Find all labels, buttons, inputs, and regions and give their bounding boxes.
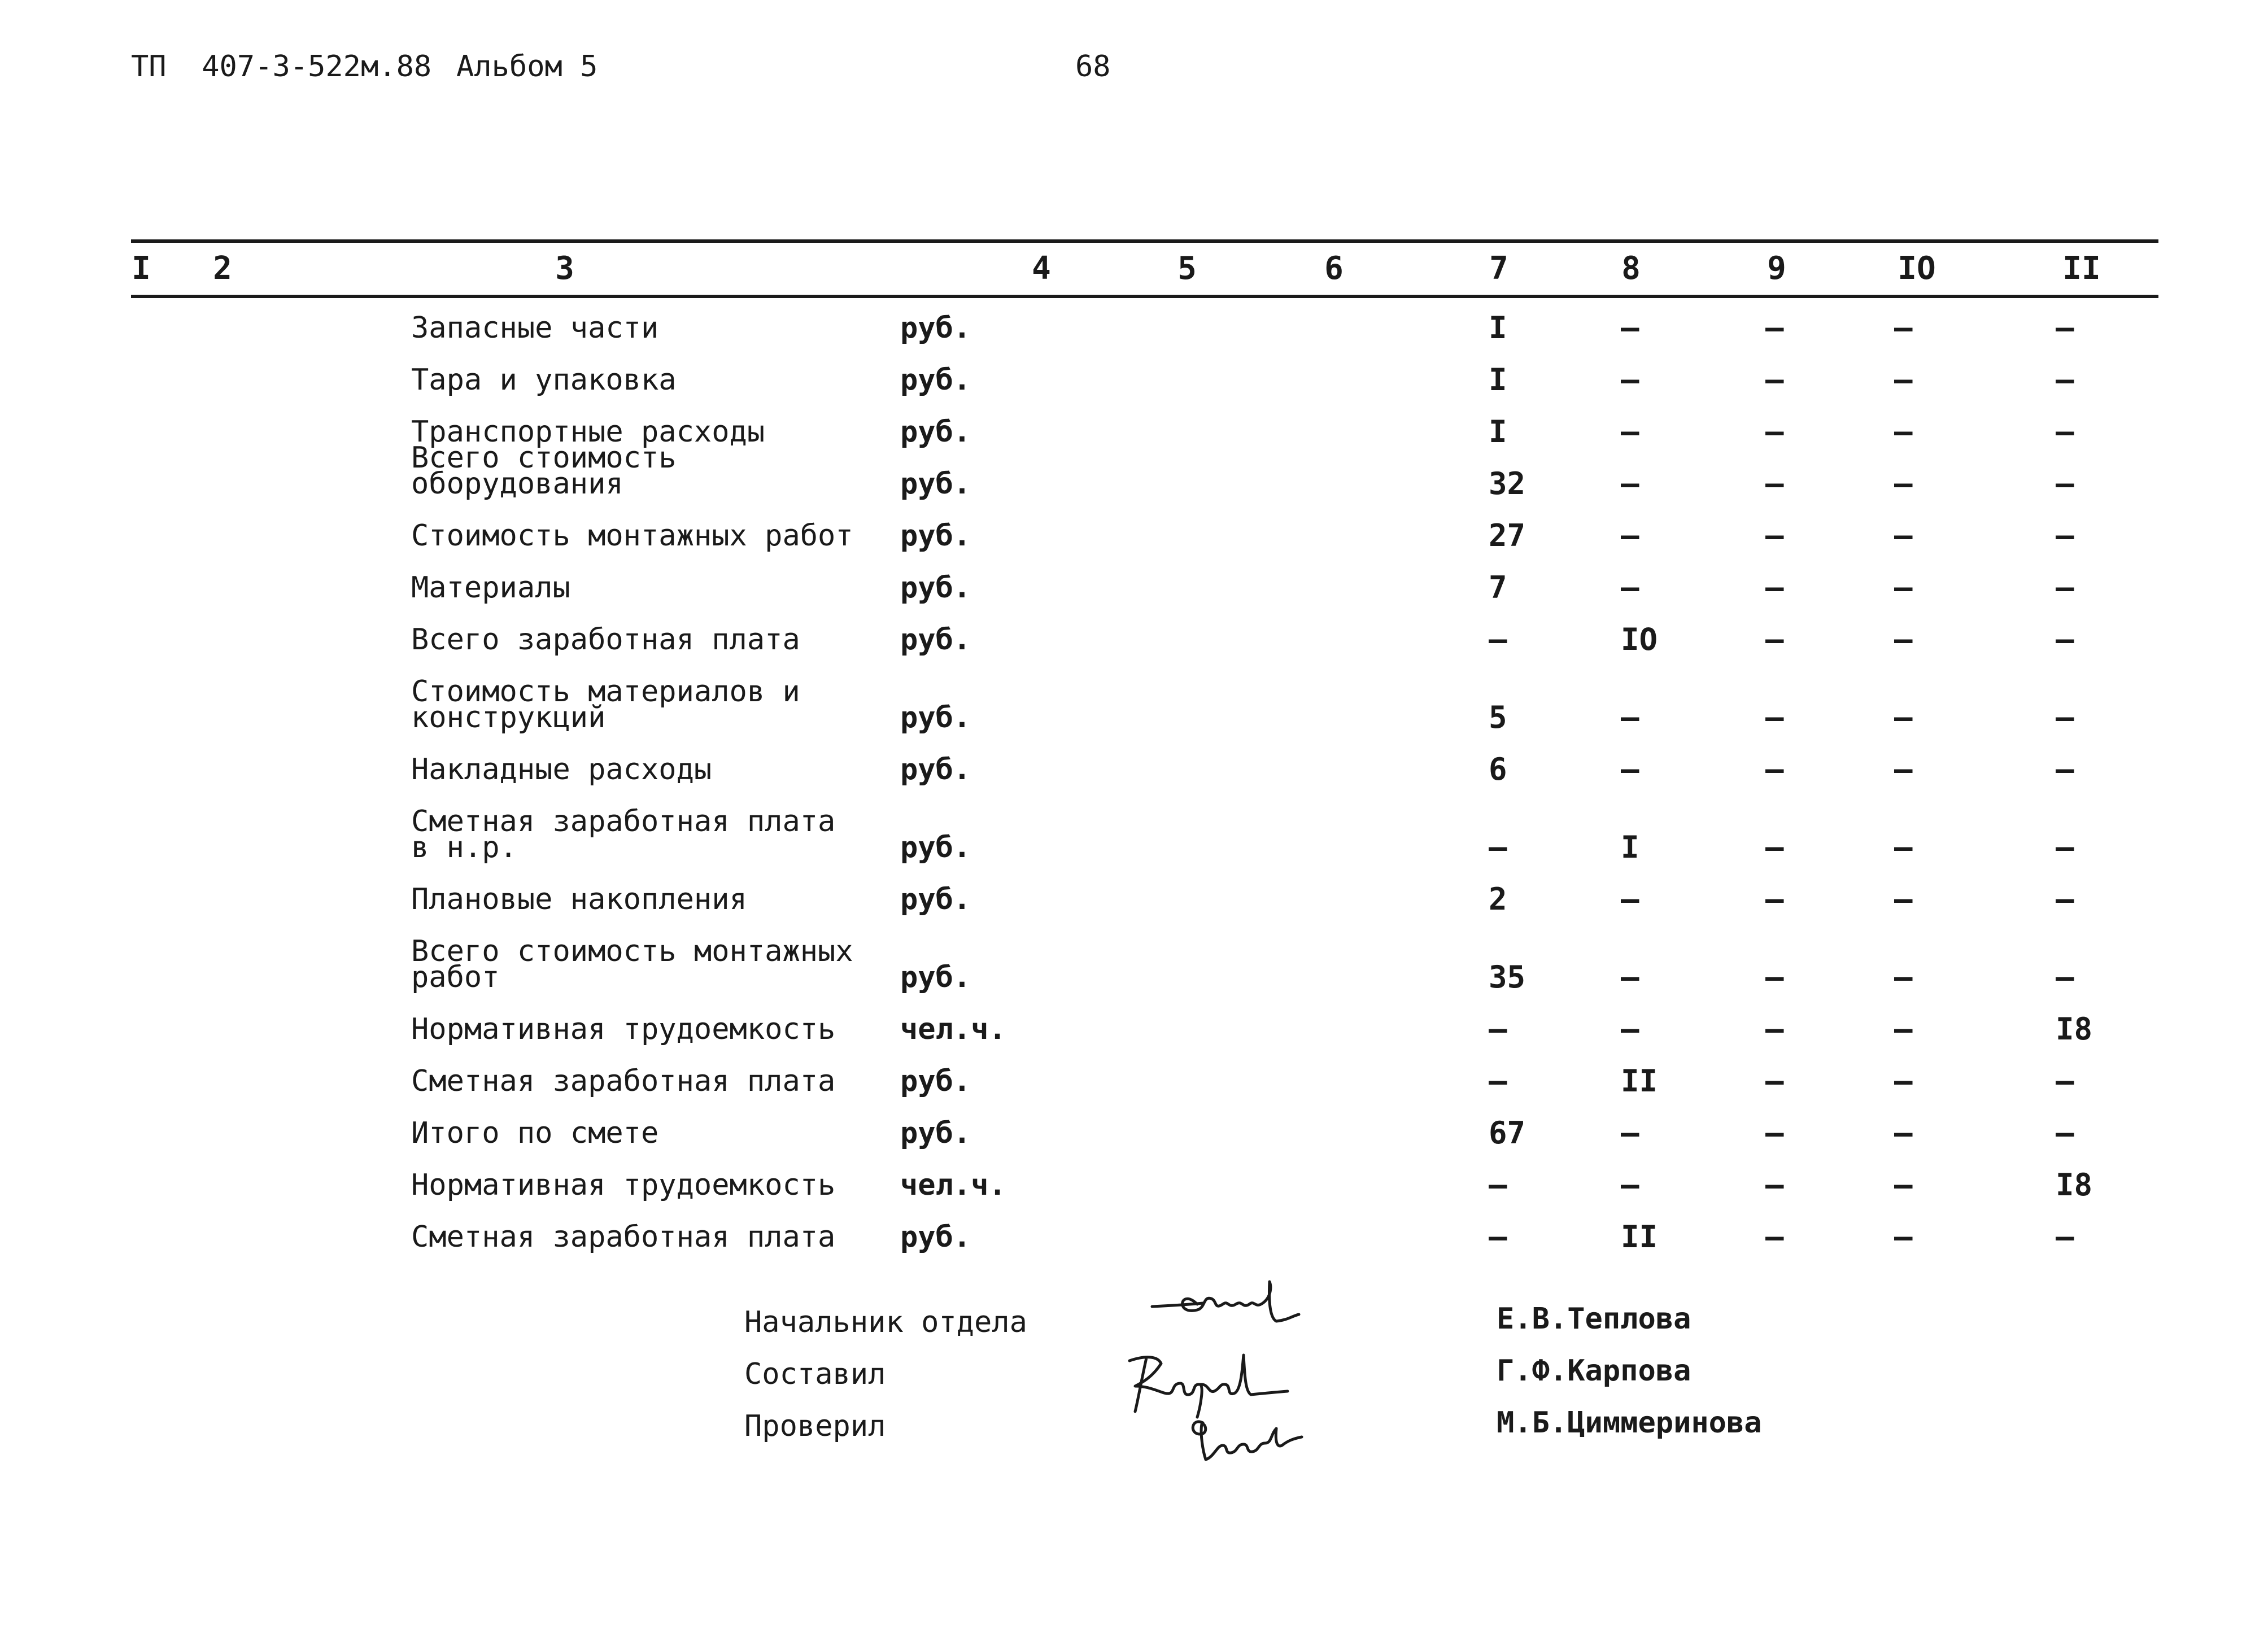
- row-item-name: Сметная заработная плата: [411, 1220, 836, 1254]
- cell-col-11: –: [2056, 518, 2074, 553]
- table-row: [0, 805, 2268, 865]
- table-row: [0, 1011, 2268, 1047]
- cell-col-8: IO: [1621, 622, 1658, 657]
- row-unit: руб.: [900, 623, 971, 657]
- cell-col-11: I8: [2056, 1167, 2093, 1203]
- signoff-role: Составил: [744, 1357, 886, 1391]
- cell-col-9: –: [1765, 700, 1784, 735]
- cell-col-8: –: [1621, 414, 1639, 449]
- column-number: 9: [1767, 250, 1786, 287]
- row-item-name: Запасные части: [411, 311, 659, 345]
- row-unit: руб.: [900, 363, 971, 397]
- page-number: 68: [1075, 50, 1111, 84]
- cell-col-7: 5: [1489, 700, 1507, 735]
- cell-col-9: –: [1765, 362, 1784, 397]
- cell-col-11: I8: [2056, 1011, 2093, 1047]
- cell-col-9: –: [1765, 310, 1784, 346]
- row-item-name: Материалы: [411, 571, 570, 605]
- table-row: [0, 752, 2268, 787]
- cell-col-10: –: [1894, 622, 1913, 657]
- handwritten-signatures: [1107, 1265, 1367, 1468]
- row-item-name: Стоимость материалов и конструкций: [411, 675, 800, 735]
- row-item-name: Итого по смете: [411, 1116, 659, 1150]
- cell-col-7: I: [1489, 310, 1507, 346]
- column-number: 8: [1621, 250, 1641, 287]
- cell-col-10: –: [1894, 700, 1913, 735]
- cell-col-9: –: [1765, 1115, 1784, 1151]
- cell-col-10: –: [1894, 1167, 1913, 1203]
- row-unit: руб.: [900, 415, 971, 449]
- cell-col-10: –: [1894, 414, 1913, 449]
- cell-col-9: –: [1765, 959, 1784, 995]
- album-label: Альбом 5: [456, 50, 598, 84]
- cell-col-9: –: [1765, 518, 1784, 553]
- row-item-name: Тара и упаковка: [411, 363, 677, 397]
- cell-col-7: –: [1489, 829, 1507, 865]
- column-header-rule: [131, 295, 2158, 298]
- signature-head-of-department: [1152, 1282, 1299, 1321]
- cell-col-10: –: [1894, 362, 1913, 397]
- row-unit: чел.ч.: [900, 1168, 1006, 1202]
- column-number: 7: [1489, 250, 1508, 287]
- table-top-rule: [131, 239, 2158, 243]
- column-number: 6: [1324, 250, 1344, 287]
- cell-col-9: –: [1765, 1219, 1784, 1255]
- cell-col-11: –: [2056, 829, 2074, 865]
- table-row: [0, 622, 2268, 657]
- cell-col-7: –: [1489, 1167, 1507, 1203]
- table-row: [0, 1063, 2268, 1099]
- cell-col-8: I: [1621, 829, 1639, 865]
- table-row: [0, 414, 2268, 449]
- row-item-name: Транспортные расходы: [411, 415, 765, 449]
- cell-col-10: –: [1894, 466, 1913, 501]
- document-code: ТП 407-3-522м.88: [131, 50, 432, 84]
- column-number: II: [2062, 250, 2101, 287]
- row-unit: руб.: [900, 519, 971, 553]
- cell-col-8: II: [1621, 1219, 1658, 1255]
- cell-col-7: 32: [1489, 466, 1526, 501]
- cell-col-10: –: [1894, 829, 1913, 865]
- cell-col-8: –: [1621, 310, 1639, 346]
- cell-col-11: –: [2056, 622, 2074, 657]
- row-unit: руб.: [900, 753, 971, 787]
- cell-col-11: –: [2056, 752, 2074, 787]
- cell-col-7: 7: [1489, 570, 1507, 605]
- row-unit: руб.: [900, 1116, 971, 1150]
- signature-compiled-by: [1129, 1355, 1288, 1417]
- cell-col-10: –: [1894, 1219, 1913, 1255]
- cell-col-7: 35: [1489, 959, 1526, 995]
- signoff-name: Е.В.Теплова: [1497, 1302, 1691, 1336]
- row-unit: руб.: [900, 882, 971, 916]
- cell-col-9: –: [1765, 1167, 1784, 1203]
- cell-col-7: I: [1489, 414, 1507, 449]
- cell-col-11: –: [2056, 1219, 2074, 1255]
- cell-col-10: –: [1894, 1011, 1913, 1047]
- cell-col-11: –: [2056, 1063, 2074, 1099]
- row-item-name: Нормативная трудоемкость: [411, 1012, 836, 1046]
- cell-col-9: –: [1765, 414, 1784, 449]
- row-item-name: Всего стоимость монтажных работ: [411, 934, 853, 994]
- table-row: [0, 934, 2268, 995]
- row-item-name: Сметная заработная плата: [411, 1064, 836, 1098]
- cell-col-11: –: [2056, 362, 2074, 397]
- cell-col-7: I: [1489, 362, 1507, 397]
- cell-col-8: –: [1621, 1167, 1639, 1203]
- cell-col-7: –: [1489, 622, 1507, 657]
- cell-col-10: –: [1894, 310, 1913, 346]
- cell-col-8: –: [1621, 700, 1639, 735]
- cell-col-8: –: [1621, 570, 1639, 605]
- row-item-name: Всего заработная плата: [411, 623, 800, 657]
- signoff-name: М.Б.Циммеринова: [1497, 1406, 1762, 1440]
- table-row: [0, 362, 2268, 397]
- table-row: [0, 518, 2268, 553]
- signoff-role: Начальник отдела: [744, 1305, 1027, 1339]
- row-unit: чел.ч.: [900, 1012, 1006, 1046]
- row-unit: руб.: [900, 1064, 971, 1098]
- signature-checked-by: [1193, 1422, 1302, 1460]
- cell-col-11: –: [2056, 1115, 2074, 1151]
- cell-col-10: –: [1894, 752, 1913, 787]
- cell-col-9: –: [1765, 570, 1784, 605]
- cell-col-8: II: [1621, 1063, 1658, 1099]
- row-unit: руб.: [900, 571, 971, 605]
- column-number: 4: [1032, 250, 1051, 287]
- cell-col-11: –: [2056, 700, 2074, 735]
- cell-col-9: –: [1765, 1011, 1784, 1047]
- cell-col-11: –: [2056, 570, 2074, 605]
- row-unit: руб.: [900, 701, 971, 735]
- table-row: [0, 675, 2268, 735]
- row-item-name: Всего стоимость оборудования: [411, 441, 677, 501]
- cell-col-9: –: [1765, 881, 1784, 917]
- cell-col-8: –: [1621, 518, 1639, 553]
- cell-col-10: –: [1894, 959, 1913, 995]
- table-row: [0, 310, 2268, 346]
- column-number: 5: [1177, 250, 1197, 287]
- row-item-name: Стоимость монтажных работ: [411, 519, 853, 553]
- table-row: [0, 570, 2268, 605]
- cell-col-9: –: [1765, 1063, 1784, 1099]
- column-number: IO: [1898, 250, 1936, 287]
- table-row: [0, 441, 2268, 501]
- column-number: I: [132, 250, 151, 287]
- cell-col-10: –: [1894, 1115, 1913, 1151]
- table-row: [0, 1115, 2268, 1151]
- cell-col-8: –: [1621, 1011, 1639, 1047]
- cell-col-8: –: [1621, 362, 1639, 397]
- cell-col-7: –: [1489, 1063, 1507, 1099]
- cell-col-7: 67: [1489, 1115, 1526, 1151]
- cell-col-8: –: [1621, 881, 1639, 917]
- cell-col-11: –: [2056, 310, 2074, 346]
- cell-col-8: –: [1621, 752, 1639, 787]
- row-item-name: Плановые накопления: [411, 882, 747, 916]
- cell-col-7: –: [1489, 1011, 1507, 1047]
- table-row: [0, 881, 2268, 917]
- cell-col-8: –: [1621, 959, 1639, 995]
- table-row: [0, 1219, 2268, 1255]
- signoff-role: Проверил: [744, 1409, 886, 1443]
- cell-col-11: –: [2056, 959, 2074, 995]
- cell-col-8: –: [1621, 1115, 1639, 1151]
- row-item-name: Накладные расходы: [411, 753, 712, 787]
- row-unit: руб.: [900, 311, 971, 345]
- cell-col-7: 27: [1489, 518, 1526, 553]
- cell-col-11: –: [2056, 466, 2074, 501]
- row-unit: руб.: [900, 831, 971, 864]
- cell-col-9: –: [1765, 466, 1784, 501]
- row-item-name: Нормативная трудоемкость: [411, 1168, 836, 1202]
- cell-col-7: 6: [1489, 752, 1507, 787]
- column-number: 3: [555, 250, 574, 287]
- row-unit: руб.: [900, 1220, 971, 1254]
- cell-col-7: 2: [1489, 881, 1507, 917]
- signoff-name: Г.Ф.Карпова: [1497, 1354, 1691, 1388]
- cell-col-10: –: [1894, 1063, 1913, 1099]
- cell-col-9: –: [1765, 829, 1784, 865]
- cell-col-9: –: [1765, 752, 1784, 787]
- cell-col-11: –: [2056, 414, 2074, 449]
- cell-col-10: –: [1894, 570, 1913, 605]
- row-unit: руб.: [900, 960, 971, 994]
- table-row: [0, 1167, 2268, 1203]
- column-number: 2: [213, 250, 232, 287]
- row-unit: руб.: [900, 467, 971, 501]
- cell-col-9: –: [1765, 622, 1784, 657]
- cell-col-7: –: [1489, 1219, 1507, 1255]
- row-item-name: Сметная заработная плата в н.р.: [411, 805, 836, 864]
- cell-col-10: –: [1894, 518, 1913, 553]
- cell-col-8: –: [1621, 466, 1639, 501]
- cell-col-10: –: [1894, 881, 1913, 917]
- cell-col-11: –: [2056, 881, 2074, 917]
